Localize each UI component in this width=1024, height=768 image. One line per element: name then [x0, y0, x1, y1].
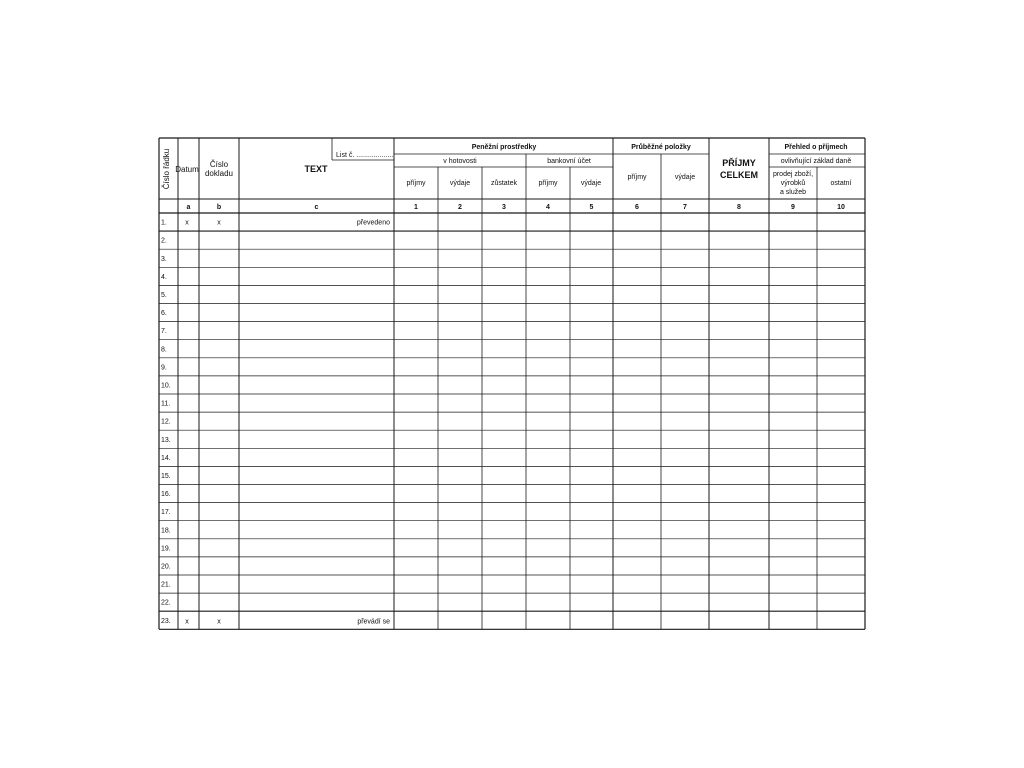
- row-number: 4.: [161, 273, 167, 281]
- date-header: Datum: [175, 165, 199, 174]
- other-header: ostatní: [830, 180, 852, 187]
- row-number: 3.: [161, 255, 167, 263]
- total-income-header-1: PŘÍJMY: [722, 158, 756, 168]
- row-number: 2.: [161, 237, 167, 245]
- column-code: 4: [546, 204, 550, 211]
- row-number: 9.: [161, 364, 167, 372]
- sales-header-3: a služeb: [779, 189, 807, 196]
- row-number: 10.: [161, 382, 171, 390]
- income-overview-header: Přehled o příjmech: [784, 144, 848, 151]
- sales-header-2: výrobků: [780, 180, 806, 187]
- table-grid: [159, 138, 865, 629]
- transit-expense-header: výdaje: [674, 174, 696, 181]
- last-row-text: převádí se: [357, 618, 390, 626]
- bank-account-header: bankovní účet: [547, 158, 591, 165]
- text-header: TEXT: [304, 164, 328, 174]
- column-code: 8: [737, 204, 741, 211]
- column-code: a: [186, 204, 191, 211]
- last-row-date: x: [185, 618, 189, 626]
- cash-income-header: příjmy: [406, 180, 426, 187]
- row-number: 22.: [161, 599, 171, 607]
- row-number: 5.: [161, 291, 167, 299]
- row-number: 16.: [161, 491, 171, 499]
- in-cash-header: v hotovosti: [443, 158, 477, 165]
- column-code: 1: [414, 204, 418, 211]
- sales-header-1: prodej zboží,: [772, 171, 814, 178]
- column-code: 6: [635, 204, 639, 211]
- row-number: 19.: [161, 545, 171, 553]
- row-number: 8.: [161, 346, 167, 354]
- row-numbers: [161, 220, 171, 625]
- row-number: 20.: [161, 563, 171, 571]
- column-code: 3: [502, 204, 506, 211]
- column-code: 5: [589, 204, 594, 211]
- doc-number-header-1: Číslo: [209, 160, 229, 169]
- column-code: b: [216, 204, 222, 211]
- column-code: 9: [791, 204, 795, 211]
- first-row-text: převedeno: [356, 219, 390, 227]
- column-code: c: [314, 204, 319, 211]
- row-number: 15.: [161, 472, 171, 480]
- bank-expense-header: výdaje: [580, 180, 602, 187]
- row-number: 6.: [161, 310, 167, 318]
- column-code-row: [187, 204, 845, 211]
- tax-base-header: ovlivňující základ daně: [780, 158, 852, 165]
- cash-expense-header: výdaje: [449, 180, 471, 187]
- row-number: 12.: [161, 418, 171, 426]
- column-code: 2: [458, 204, 462, 211]
- row-number: 21.: [161, 581, 171, 589]
- sheet-number-field: List č. ...................: [336, 152, 394, 159]
- first-row-date: x: [185, 219, 189, 227]
- row-number-header: Číslo řádku: [162, 148, 171, 190]
- doc-number-header-2: dokladu: [204, 169, 234, 178]
- last-row-doc: x: [217, 618, 221, 626]
- cash-means-header: Peněžní prostředky: [471, 144, 537, 151]
- row-number: 1.: [161, 219, 167, 227]
- total-income-header-2: CELKEM: [720, 170, 758, 180]
- bank-income-header: příjmy: [538, 180, 558, 187]
- row-number: 18.: [161, 527, 171, 535]
- row-number: 14.: [161, 454, 171, 462]
- row-number: 23.: [161, 617, 171, 625]
- transit-items-header: Průběžné položky: [631, 144, 691, 151]
- row-number: 13.: [161, 436, 171, 444]
- first-row-doc: x: [217, 219, 221, 227]
- row-number: 17.: [161, 509, 171, 517]
- column-code: 7: [683, 204, 687, 211]
- row-number: 7.: [161, 328, 167, 336]
- cash-balance-header: zůstatek: [490, 180, 518, 187]
- transit-income-header: příjmy: [627, 174, 647, 181]
- row-number: 11.: [161, 400, 171, 408]
- column-code: 10: [837, 204, 845, 211]
